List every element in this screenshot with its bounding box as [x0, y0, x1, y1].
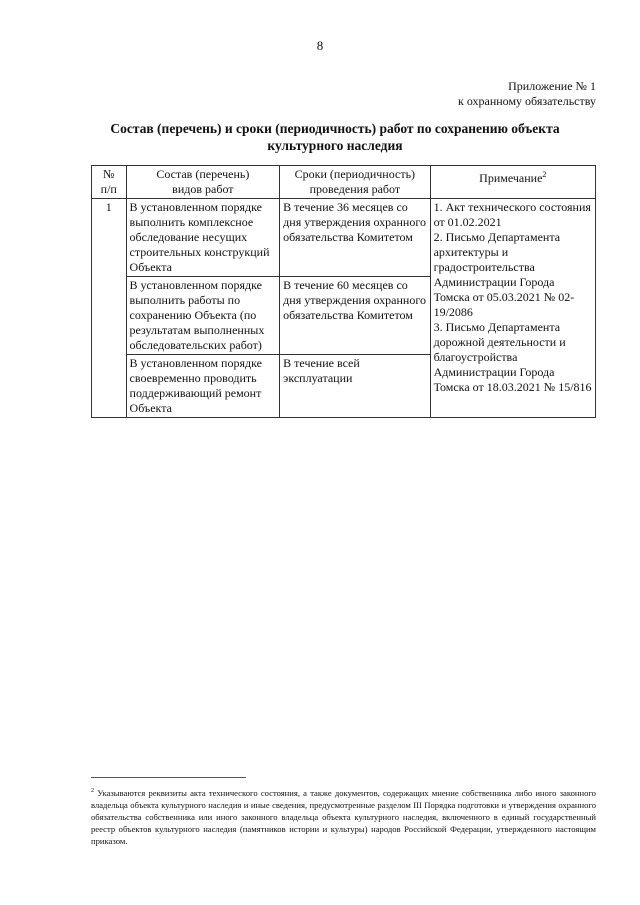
header-timing	[280, 166, 430, 199]
header-composition	[126, 166, 280, 199]
row-composition: В установленном порядке своевременно проводить поддерживающий ремонт Объекта	[126, 355, 280, 418]
title-line-2: культурного наследия	[267, 138, 403, 153]
page-number: 8	[316, 38, 324, 53]
header-timing-line-2: проведения работ	[309, 182, 401, 196]
title-line-1: Состав (перечень) и сроки (периодичность) работ по сохранению объекта	[110, 121, 560, 136]
header-note	[430, 166, 595, 199]
header-note-label: Примечание	[479, 171, 543, 185]
row-note	[430, 199, 595, 418]
note-item-2: 2. Письмо Департамента архитектуры и градостроительства Администрации Города Томска от 05.03.2021 № 02-19/2086	[433, 230, 575, 319]
table-header-row	[92, 166, 596, 199]
footnote	[91, 785, 596, 847]
footnote-ref: 2	[91, 788, 94, 794]
header-composition-line-2: видов работ	[172, 182, 234, 196]
footnote-separator	[91, 777, 246, 778]
footnote-text: Указываются реквизиты акта технического состояния, а также документов, содержащих мнение собственника либо иного законного владельца объекта культурного наследия и иные сведения, предусмотренные разделом III Порядка подготовки и утверждения охранного обязательства собственника или иного законного владельца объекта культурного наследия, включенного в единый государственный реестр объектов культурного наследия (памятников истории и культуры) народов Российской Федерации, утвержденного настоящим приказом.	[91, 787, 596, 846]
note-item-1: 1. Акт технического состояния от 01.02.2021	[433, 200, 591, 229]
note-item-3: 3. Письмо Департамента дорожной деятельности и благоустройства Администрации Города Томска от 18.03.2021 № 15/816	[433, 320, 592, 394]
header-composition-line-1: Состав (перечень)	[156, 167, 250, 181]
appendix-line-1: Приложение № 1	[508, 79, 596, 93]
row-num: 1	[92, 199, 127, 418]
row-timing: В течение 60 месяцев со дня утверждения охранного обязательства Комитетом	[280, 277, 430, 355]
row-timing: В течение 36 месяцев со дня утверждения охранного обязательства Комитетом	[280, 199, 430, 277]
header-num-line-1: №	[103, 167, 115, 181]
document-title	[80, 120, 590, 154]
header-timing-line-1: Сроки (периодичность)	[294, 167, 416, 181]
header-note-footnote-ref: 2	[542, 170, 547, 179]
header-num	[92, 166, 127, 199]
works-table	[91, 165, 596, 418]
table-row	[92, 199, 596, 277]
header-num-line-2: п/п	[100, 182, 117, 196]
row-composition: В установленном порядке выполнить комплексное обследование несущих строительных конструкций Объекта	[126, 199, 280, 277]
row-composition: В установленном порядке выполнить работы по сохранению Объекта (по результатам выполненных обследовательских работ)	[126, 277, 280, 355]
row-timing: В течение всей эксплуатации	[280, 355, 430, 418]
appendix-header	[458, 79, 596, 109]
appendix-line-2: к охранному обязательству	[457, 94, 596, 108]
